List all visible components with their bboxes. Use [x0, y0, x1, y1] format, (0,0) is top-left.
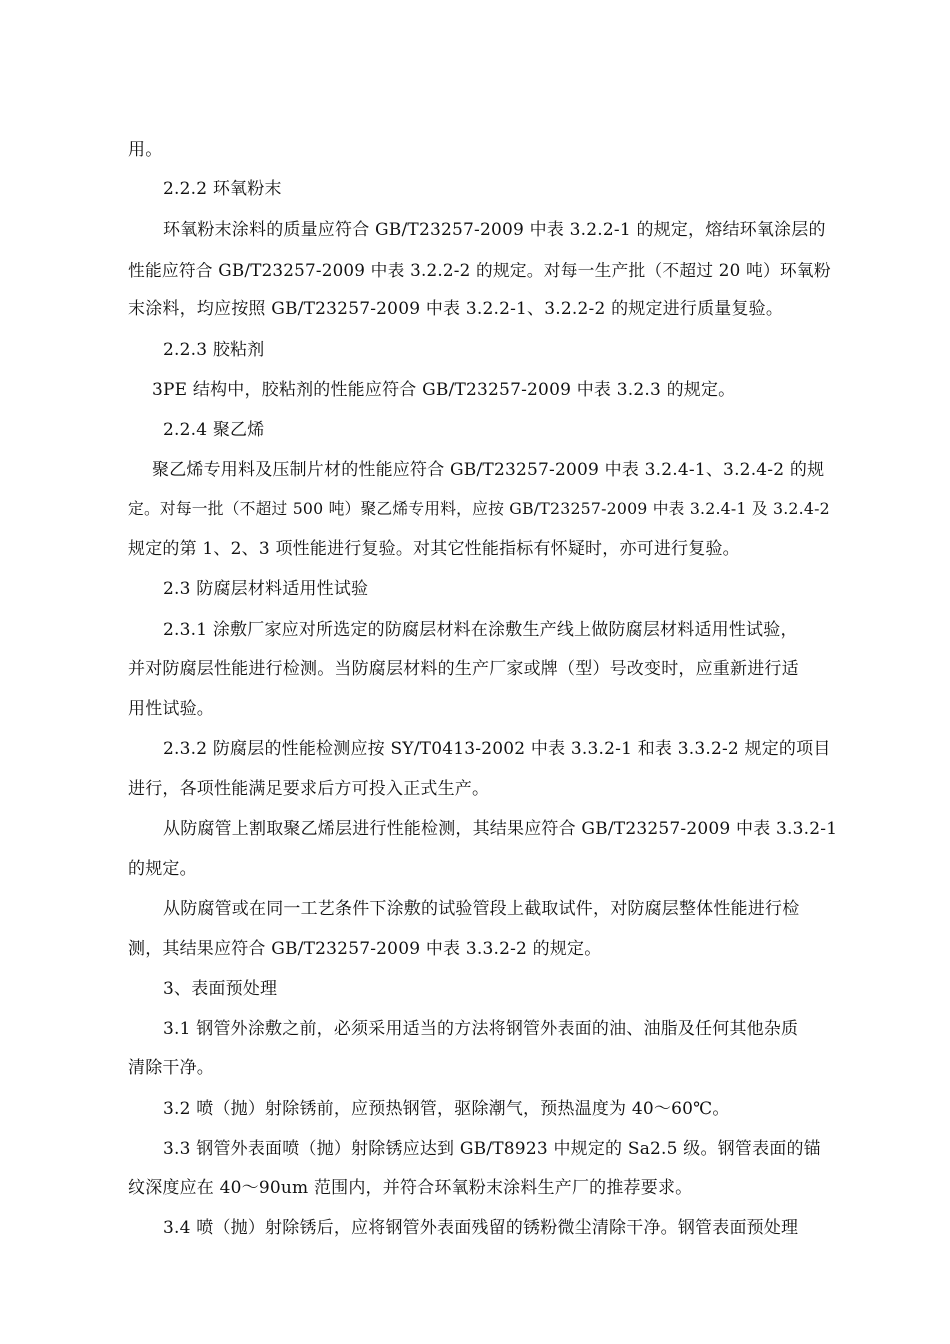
text-line: 3.3 钢管外表面喷（抛）射除锈应达到 GB/T8923 中规定的 Sa2.5 级。钢管表面的锚 — [163, 1139, 821, 1159]
text-line: 末涂料，均应按照 GB/T23257-2009 中表 3.2.2-1、3.2.2-2 的规定进行质量复验。 — [128, 299, 784, 319]
text-line: 并对防腐层性能进行检测。当防腐层材料的生产厂家或牌（型）号改变时，应重新进行适 — [128, 659, 799, 679]
text-line: 用。 — [128, 140, 163, 160]
text-line: 从防腐管上割取聚乙烯层进行性能检测，其结果应符合 GB/T23257-2009 中表 3.3.2-1 — [163, 819, 838, 839]
text-line: 定。对每一批（不超过 500 吨）聚乙烯专用料，应按 GB/T23257-2009 中表 3.2.4-1 及 3.2.4-2 — [128, 499, 830, 518]
text-line: 纹深度应在 40～90um 范围内，并符合环氧粉末涂料生产厂的推荐要求。 — [128, 1178, 693, 1198]
text-line: 2.3.2 防腐层的性能检测应按 SY/T0413-2002 中表 3.3.2-1 和表 3.3.2-2 规定的项目 — [163, 739, 831, 759]
section-heading-2-3: 2.3 防腐层材料适用性试验 — [163, 579, 369, 599]
text-line: 3.2 喷（抛）射除锈前，应预热钢管，驱除潮气，预热温度为 40～60℃。 — [163, 1099, 730, 1119]
text-line: 从防腐管或在同一工艺条件下涂敷的试验管段上截取试件，对防腐层整体性能进行检 — [163, 899, 800, 919]
section-heading-2-2-2: 2.2.2 环氧粉末 — [163, 179, 282, 199]
text-line: 用性试验。 — [128, 699, 214, 719]
text-line: 测，其结果应符合 GB/T23257-2009 中表 3.3.2-2 的规定。 — [128, 939, 602, 959]
text-line: 环氧粉末涂料的质量应符合 GB/T23257-2009 中表 3.2.2-1 的规定，熔结环氧涂层的 — [163, 220, 826, 240]
section-heading-3: 3、表面预处理 — [163, 979, 278, 999]
text-line: 3.1 钢管外涂敷之前，必须采用适当的方法将钢管外表面的油、油脂及任何其他杂质 — [163, 1019, 799, 1039]
text-line: 聚乙烯专用料及压制片材的性能应符合 GB/T23257-2009 中表 3.2.4-1、3.2.4-2 的规 — [152, 460, 825, 480]
text-line: 规定的第 1、2、3 项性能进行复验。对其它性能指标有怀疑时，亦可进行复验。 — [128, 539, 740, 559]
text-line: 进行，各项性能满足要求后方可投入正式生产。 — [128, 779, 490, 799]
text-line: 清除干净。 — [128, 1058, 214, 1078]
text-line: 3.4 喷（抛）射除锈后，应将钢管外表面残留的锈粉微尘清除干净。钢管表面预处理 — [163, 1218, 799, 1238]
text-line: 的规定。 — [128, 859, 197, 879]
section-heading-2-2-3: 2.2.3 胶粘剂 — [163, 340, 265, 360]
text-line: 3PE 结构中，胶粘剂的性能应符合 GB/T23257-2009 中表 3.2.3 的规定。 — [152, 380, 736, 400]
section-heading-2-2-4: 2.2.4 聚乙烯 — [163, 420, 265, 440]
text-line: 性能应符合 GB/T23257-2009 中表 3.2.2-2 的规定。对每一生产批（不超过 20 吨）环氧粉 — [128, 260, 831, 280]
text-line: 2.3.1 涂敷厂家应对所选定的防腐层材料在涂敷生产线上做防腐层材料适用性试验， — [163, 620, 798, 640]
